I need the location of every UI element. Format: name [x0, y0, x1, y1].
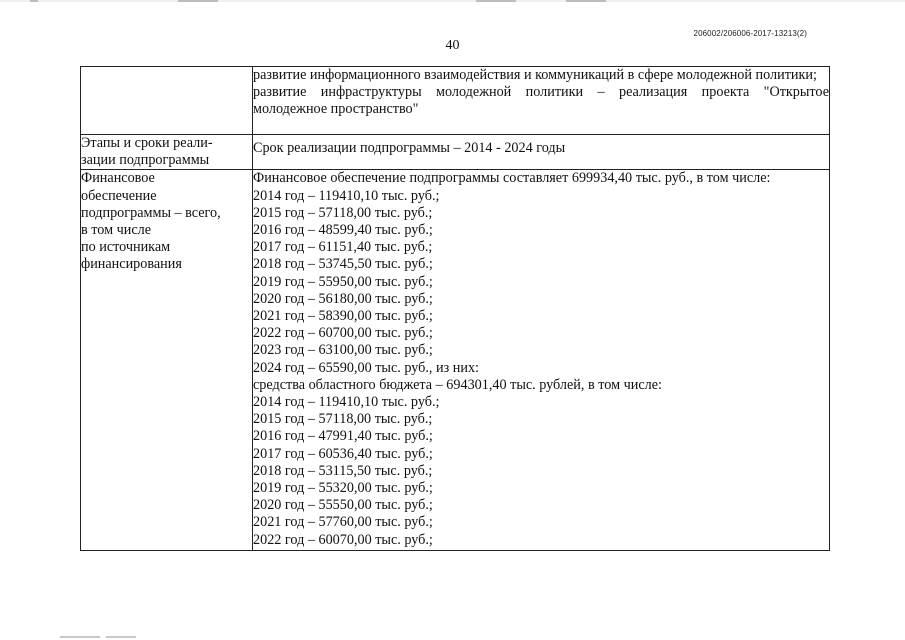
- financing-line: 2019 год – 55320,00 тыс. руб.;: [253, 480, 433, 497]
- financing-line: 2023 год – 63100,00 тыс. руб.;: [253, 342, 433, 359]
- financing-line: 2015 год – 57118,00 тыс. руб.;: [253, 411, 433, 428]
- financing-line: 2022 год – 60070,00 тыс. руб.;: [253, 531, 433, 548]
- label-line: зации подпрограммы: [81, 152, 210, 169]
- document-id: 206002/206006-2017-13213(2): [693, 29, 807, 38]
- financing-line: 2016 год – 47991,40 тыс. руб.;: [253, 428, 433, 445]
- financing-line: 2021 год – 57760,00 тыс. руб.;: [253, 514, 433, 531]
- table-row: [81, 135, 830, 170]
- financing-line: 2014 год – 119410,10 тыс. руб.;: [253, 394, 440, 411]
- page-number: 40: [445, 38, 460, 53]
- label-line: обеспечение: [81, 187, 157, 204]
- scan-edge: [0, 0, 905, 2]
- row-label-cell: [81, 135, 253, 170]
- content-paragraph: развитие информационного взаимодействия и коммуникаций в сфере молодежной политики;: [253, 67, 817, 83]
- scan-mark: [60, 636, 100, 638]
- financing-line: 2019 год – 55950,00 тыс. руб.;: [253, 273, 433, 290]
- table-row: [81, 170, 830, 551]
- scan-mark: [566, 0, 606, 2]
- financing-line: 2015 год – 57118,00 тыс. руб.;: [253, 204, 433, 221]
- financing-line: 2017 год – 60536,40 тыс. руб.;: [253, 445, 433, 462]
- financing-line: 2020 год – 55550,00 тыс. руб.;: [253, 497, 433, 514]
- label-line: подпрограммы – всего,: [81, 204, 221, 221]
- financing-line: 2016 год – 48599,40 тыс. руб.;: [253, 222, 433, 239]
- scan-mark: [476, 0, 516, 2]
- scan-mark: [178, 0, 218, 2]
- row-content-cell: [253, 170, 830, 551]
- financing-line: 2014 год – 119410,10 тыс. руб.;: [253, 187, 440, 204]
- label-line: Этапы и сроки реали-: [81, 135, 213, 151]
- financing-line: 2024 год – 65590,00 тыс. руб., из них:: [253, 359, 479, 376]
- financing-line: 2021 год – 58390,00 тыс. руб.;: [253, 308, 433, 325]
- row-label-cell: [81, 170, 253, 551]
- financing-line: 2018 год – 53115,50 тыс. руб.;: [253, 462, 433, 479]
- financing-line: 2020 год – 56180,00 тыс. руб.;: [253, 290, 433, 307]
- financing-line: 2022 год – 60700,00 тыс. руб.;: [253, 325, 433, 342]
- content-paragraph: развитие инфраструктуры молодежной политики – реализация проекта "Открытое молодежное пространство": [253, 84, 829, 118]
- row-content-cell: [253, 135, 830, 170]
- row-label-cell: [81, 67, 253, 135]
- subprogram-passport-table: [80, 66, 830, 551]
- label-line: финансирования: [81, 256, 182, 273]
- financing-line: 2017 год – 61151,40 тыс. руб.;: [253, 239, 433, 256]
- financing-line: Финансовое обеспечение подпрограммы составляет 699934,40 тыс. руб., в том числе:: [253, 170, 771, 187]
- table-row: [81, 67, 830, 135]
- scan-mark: [30, 0, 38, 2]
- content-paragraph: Срок реализации подпрограммы – 2014 - 2024 годы: [253, 140, 566, 156]
- label-line: по источникам: [81, 239, 171, 256]
- row-content-cell: [253, 67, 830, 135]
- label-line: в том числе: [81, 222, 152, 239]
- label-line: Финансовое: [81, 170, 155, 187]
- financing-line: 2018 год – 53745,50 тыс. руб.;: [253, 256, 433, 273]
- scan-mark: [106, 636, 136, 638]
- financing-line: средства областного бюджета – 694301,40 тыс. рублей, в том числе:: [253, 376, 662, 393]
